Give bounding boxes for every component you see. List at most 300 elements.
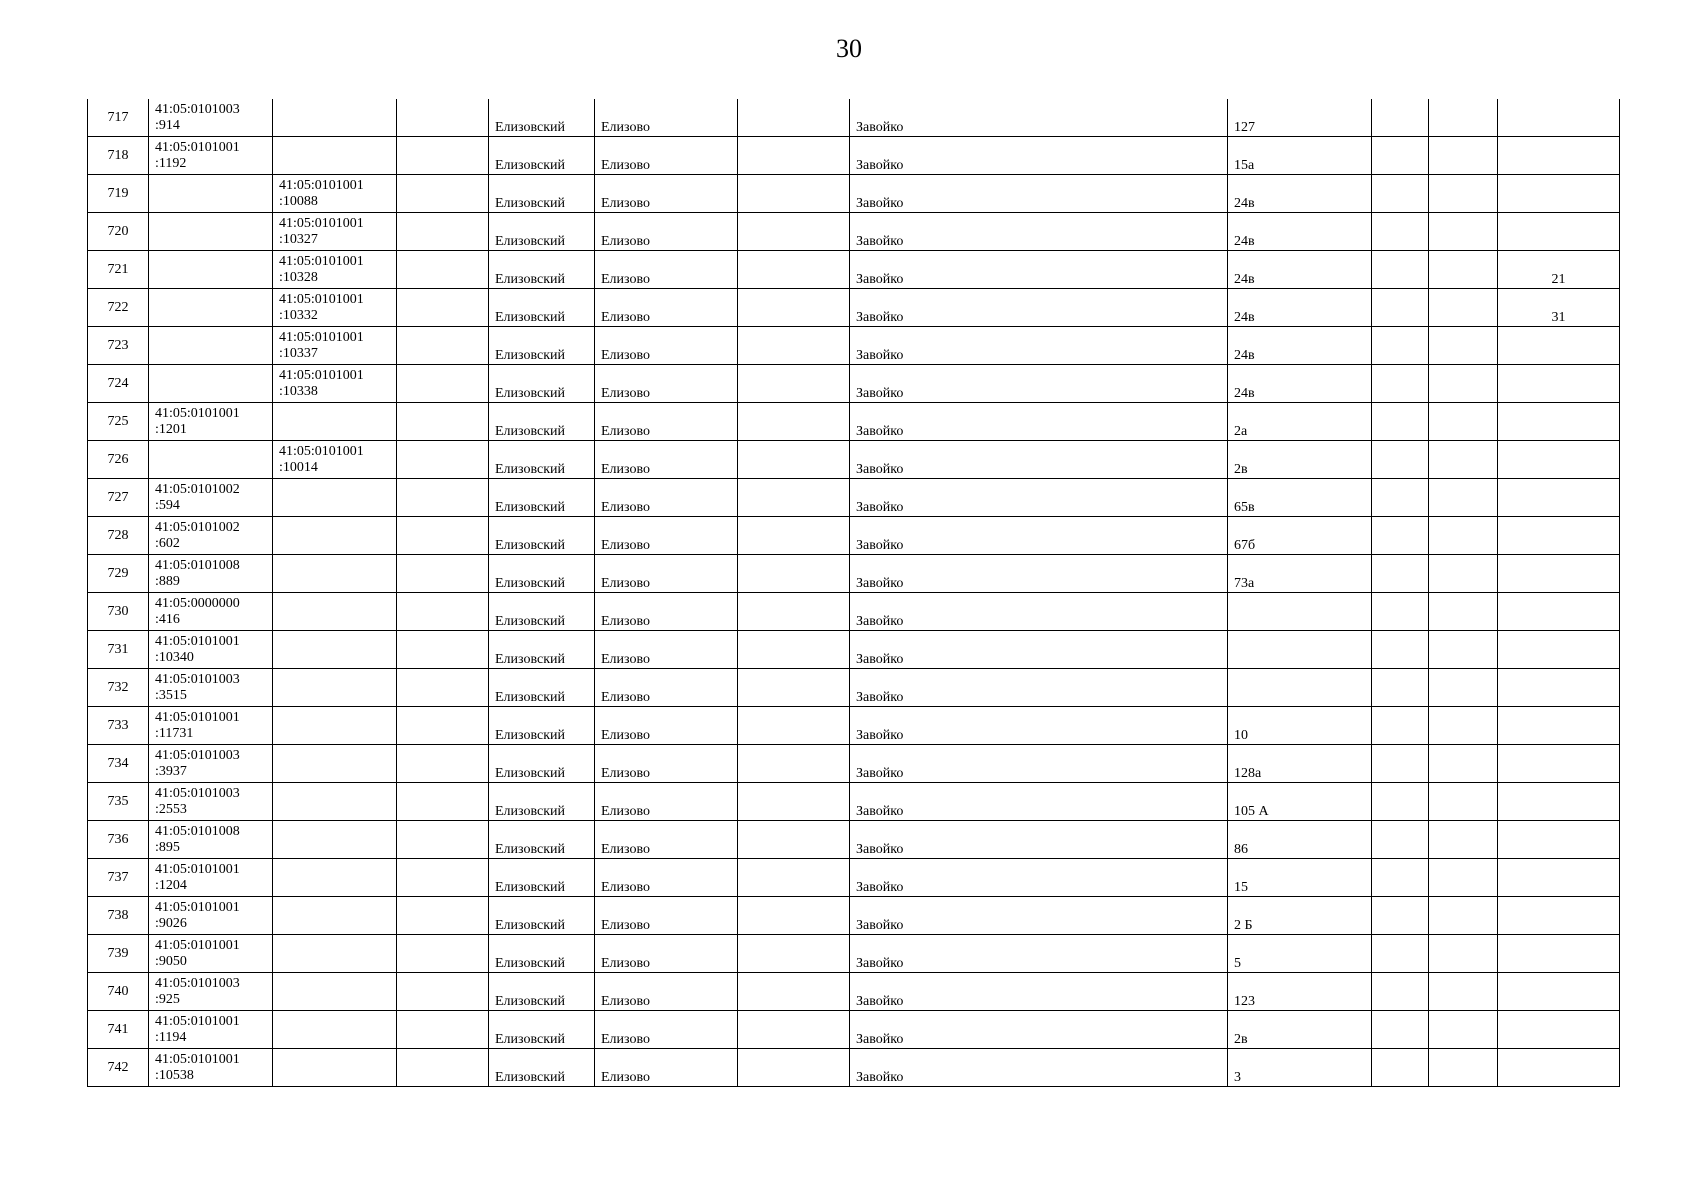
district-cell: Елизовский [489,213,595,251]
city-cell: Елизово [595,1049,738,1087]
house-cell: 3 [1228,1049,1372,1087]
empty-cell [1372,707,1429,745]
cadastral-number-building [273,707,397,745]
cadastral-part: :1194 [155,1029,187,1045]
empty-cell [1372,517,1429,555]
district-cell: Елизовский [489,859,595,897]
empty-cell [397,745,489,783]
street-cell: Завойко [850,707,1228,745]
district-cell: Елизовский [489,1011,595,1049]
city-cell: Елизово [595,669,738,707]
cadastral-number-land [149,441,273,479]
empty-cell [397,897,489,935]
cadastral-part: :3515 [155,687,187,703]
row-number: 738 [88,897,149,935]
city-cell: Елизово [595,631,738,669]
cadastral-part: :914 [155,117,180,133]
cadastral-number-building [273,821,397,859]
apartment-cell [1498,479,1620,517]
cadastral-number-building [273,1049,397,1087]
empty-cell [1429,213,1498,251]
row-number: 730 [88,593,149,631]
empty-cell [1372,213,1429,251]
row-number: 732 [88,669,149,707]
cadastral-number-land [149,517,273,555]
house-cell: 2а [1228,403,1372,441]
city-cell: Елизово [595,517,738,555]
street-cell: Завойко [850,517,1228,555]
street-cell: Завойко [850,137,1228,175]
city-cell: Елизово [595,745,738,783]
street-cell: Завойко [850,251,1228,289]
street-cell: Завойко [850,213,1228,251]
empty-cell [738,99,850,137]
empty-cell [397,251,489,289]
district-cell: Елизовский [489,821,595,859]
cadastral-number-land [149,935,273,973]
cadastral-number-building [273,175,397,213]
empty-cell [397,137,489,175]
empty-cell [738,935,850,973]
street-cell: Завойко [850,1011,1228,1049]
empty-cell [397,99,489,137]
city-cell: Елизово [595,99,738,137]
street-cell: Завойко [850,555,1228,593]
apartment-cell [1498,99,1620,137]
cadastral-number-land [149,973,273,1011]
apartment-cell [1498,897,1620,935]
empty-cell [397,441,489,479]
cadastral-part: 41:05:0101002 [155,481,240,497]
city-cell: Елизово [595,707,738,745]
row-number: 725 [88,403,149,441]
cadastral-number-land [149,1049,273,1087]
cadastral-part: 41:05:0101001 [155,861,240,877]
cadastral-number-land [149,289,273,327]
empty-cell [397,821,489,859]
row-number: 736 [88,821,149,859]
street-cell: Завойко [850,441,1228,479]
city-cell: Елизово [595,593,738,631]
empty-cell [738,403,850,441]
house-cell: 5 [1228,935,1372,973]
cadastral-number-land [149,707,273,745]
apartment-cell [1498,175,1620,213]
empty-cell [1429,327,1498,365]
street-cell: Завойко [850,327,1228,365]
empty-cell [1429,897,1498,935]
house-cell: 24в [1228,289,1372,327]
cadastral-number-building [273,99,397,137]
empty-cell [397,403,489,441]
empty-cell [1372,251,1429,289]
empty-cell [1372,137,1429,175]
empty-cell [1372,783,1429,821]
empty-cell [1429,441,1498,479]
apartment-cell [1498,707,1620,745]
cadastral-number-building [273,289,397,327]
cadastral-part: 41:05:0101001 [155,139,240,155]
table-row [88,593,1620,631]
cadastral-number-land [149,479,273,517]
empty-cell [738,783,850,821]
empty-cell [1372,973,1429,1011]
district-cell: Елизовский [489,935,595,973]
cadastral-number-building [273,973,397,1011]
district-cell: Елизовский [489,707,595,745]
district-cell: Елизовский [489,1049,595,1087]
apartment-cell [1498,631,1620,669]
cadastral-number-land [149,175,273,213]
cadastral-number-land [149,137,273,175]
apartment-cell [1498,783,1620,821]
street-cell: Завойко [850,175,1228,213]
empty-cell [397,707,489,745]
cadastral-number-building [273,1011,397,1049]
cadastral-part: 41:05:0101003 [155,671,240,687]
cadastral-part: :602 [155,535,180,551]
empty-cell [738,517,850,555]
cadastral-number-building [273,403,397,441]
cadastral-part: :895 [155,839,180,855]
table-row [88,669,1620,707]
empty-cell [1429,593,1498,631]
empty-cell [1429,783,1498,821]
cadastral-number-building [273,555,397,593]
table-row [88,555,1620,593]
apartment-cell [1498,441,1620,479]
table-body [88,99,1620,1087]
empty-cell [1372,935,1429,973]
empty-cell [1372,403,1429,441]
cadastral-number-building [273,897,397,935]
empty-cell [1372,897,1429,935]
street-cell: Завойко [850,593,1228,631]
row-number: 722 [88,289,149,327]
city-cell: Елизово [595,479,738,517]
table-row [88,479,1620,517]
city-cell: Елизово [595,441,738,479]
district-cell: Елизовский [489,251,595,289]
empty-cell [1372,631,1429,669]
cadastral-part: 41:05:0101001 [279,443,364,459]
cadastral-number-land [149,593,273,631]
house-cell: 86 [1228,821,1372,859]
cadastral-part: 41:05:0101001 [155,405,240,421]
empty-cell [397,327,489,365]
street-cell: Завойко [850,289,1228,327]
cadastral-number-building [273,859,397,897]
table-row [88,631,1620,669]
district-cell: Елизовский [489,327,595,365]
empty-cell [738,441,850,479]
row-number: 717 [88,99,149,137]
cadastral-part: :10538 [155,1067,194,1083]
table-row [88,707,1620,745]
city-cell: Елизово [595,251,738,289]
cadastral-number-building [273,783,397,821]
empty-cell [738,213,850,251]
cadastral-number-building [273,365,397,403]
empty-cell [1429,1011,1498,1049]
cadastral-part: :925 [155,991,180,1007]
empty-cell [738,897,850,935]
cadastral-part: :11731 [155,725,194,741]
table-row [88,1011,1620,1049]
empty-cell [397,859,489,897]
house-cell: 73а [1228,555,1372,593]
row-number: 731 [88,631,149,669]
district-cell: Елизовский [489,631,595,669]
house-cell: 2 Б [1228,897,1372,935]
table-row [88,745,1620,783]
cadastral-part: 41:05:0101001 [155,1051,240,1067]
empty-cell [738,137,850,175]
cadastral-part: :9026 [155,915,187,931]
cadastral-part: 41:05:0101001 [155,937,240,953]
cadastral-part: 41:05:0101001 [155,1013,240,1029]
empty-cell [1429,517,1498,555]
city-cell: Елизово [595,897,738,935]
street-cell: Завойко [850,365,1228,403]
apartment-cell [1498,213,1620,251]
empty-cell [738,1011,850,1049]
cadastral-number-land [149,403,273,441]
empty-cell [738,859,850,897]
cadastral-number-building [273,745,397,783]
cadastral-number-building [273,251,397,289]
empty-cell [1372,327,1429,365]
cadastral-part: :416 [155,611,180,627]
district-cell: Елизовский [489,669,595,707]
street-cell: Завойко [850,99,1228,137]
apartment-cell [1498,745,1620,783]
city-cell: Елизово [595,327,738,365]
city-cell: Елизово [595,365,738,403]
house-cell [1228,669,1372,707]
cadastral-number-land [149,365,273,403]
empty-cell [397,289,489,327]
row-number: 721 [88,251,149,289]
cadastral-part: 41:05:0101001 [279,253,364,269]
house-cell: 24в [1228,365,1372,403]
empty-cell [738,175,850,213]
row-number: 719 [88,175,149,213]
empty-cell [1372,669,1429,707]
empty-cell [738,289,850,327]
house-cell: 2в [1228,1011,1372,1049]
apartment-cell [1498,137,1620,175]
table-row [88,175,1620,213]
empty-cell [1429,859,1498,897]
table-row [88,441,1620,479]
empty-cell [1429,555,1498,593]
cadastral-part: :10337 [279,345,318,361]
house-cell: 24в [1228,251,1372,289]
district-cell: Елизовский [489,403,595,441]
cadastral-part: 41:05:0101008 [155,557,240,573]
house-cell: 15а [1228,137,1372,175]
house-cell [1228,631,1372,669]
empty-cell [1372,479,1429,517]
city-cell: Елизово [595,821,738,859]
cadastral-part: 41:05:0101001 [155,899,240,915]
house-cell: 128а [1228,745,1372,783]
empty-cell [738,593,850,631]
empty-cell [1429,707,1498,745]
district-cell: Елизовский [489,137,595,175]
cadastral-part: :2553 [155,801,187,817]
table-row [88,137,1620,175]
row-number: 741 [88,1011,149,1049]
apartment-cell [1498,1049,1620,1087]
cadastral-part: :10332 [279,307,318,323]
address-registry-table [87,99,1620,1087]
district-cell: Елизовский [489,441,595,479]
table-row [88,783,1620,821]
empty-cell [738,631,850,669]
table-row [88,821,1620,859]
row-number: 723 [88,327,149,365]
street-cell: Завойко [850,745,1228,783]
empty-cell [1429,669,1498,707]
apartment-cell [1498,1011,1620,1049]
cadastral-number-land [149,745,273,783]
empty-cell [397,479,489,517]
cadastral-part: :10338 [279,383,318,399]
apartment-cell [1498,821,1620,859]
cadastral-number-land [149,859,273,897]
cadastral-number-land [149,213,273,251]
cadastral-part: :10014 [279,459,318,475]
city-cell: Елизово [595,783,738,821]
cadastral-number-building [273,327,397,365]
empty-cell [1372,593,1429,631]
row-number: 718 [88,137,149,175]
table-row [88,403,1620,441]
row-number: 727 [88,479,149,517]
city-cell: Елизово [595,175,738,213]
district-cell: Елизовский [489,365,595,403]
row-number: 729 [88,555,149,593]
empty-cell [1372,99,1429,137]
cadastral-part: 41:05:0101003 [155,785,240,801]
cadastral-part: :1201 [155,421,187,437]
empty-cell [1429,745,1498,783]
table-row [88,365,1620,403]
street-cell: Завойко [850,859,1228,897]
cadastral-part: 41:05:0101002 [155,519,240,535]
cadastral-part: :10340 [155,649,194,665]
empty-cell [1429,935,1498,973]
cadastral-number-building [273,517,397,555]
house-cell [1228,593,1372,631]
street-cell: Завойко [850,669,1228,707]
city-cell: Елизово [595,289,738,327]
empty-cell [397,1011,489,1049]
empty-cell [738,365,850,403]
cadastral-part: 41:05:0101001 [155,709,240,725]
empty-cell [1372,175,1429,213]
house-cell: 67б [1228,517,1372,555]
district-cell: Елизовский [489,289,595,327]
apartment-cell: 21 [1498,251,1620,289]
cadastral-number-land [149,99,273,137]
row-number: 735 [88,783,149,821]
row-number: 726 [88,441,149,479]
apartment-cell [1498,669,1620,707]
house-cell: 24в [1228,327,1372,365]
cadastral-number-building [273,669,397,707]
apartment-cell [1498,517,1620,555]
street-cell: Завойко [850,897,1228,935]
city-cell: Елизово [595,403,738,441]
cadastral-part: :3937 [155,763,187,779]
cadastral-part: 41:05:0101003 [155,101,240,117]
empty-cell [1429,251,1498,289]
city-cell: Елизово [595,137,738,175]
cadastral-part: :594 [155,497,180,513]
cadastral-part: 41:05:0101001 [279,177,364,193]
apartment-cell [1498,859,1620,897]
empty-cell [397,517,489,555]
empty-cell [1429,365,1498,403]
street-cell: Завойко [850,783,1228,821]
cadastral-part: 41:05:0101003 [155,747,240,763]
city-cell: Елизово [595,213,738,251]
empty-cell [1429,1049,1498,1087]
empty-cell [1429,403,1498,441]
empty-cell [738,251,850,289]
table-row [88,517,1620,555]
empty-cell [1372,859,1429,897]
empty-cell [738,479,850,517]
house-cell: 24в [1228,175,1372,213]
cadastral-part: 41:05:0000000 [155,595,240,611]
empty-cell [738,555,850,593]
city-cell: Елизово [595,935,738,973]
cadastral-number-land [149,669,273,707]
row-number: 740 [88,973,149,1011]
empty-cell [397,365,489,403]
cadastral-part: :889 [155,573,180,589]
empty-cell [397,783,489,821]
empty-cell [738,669,850,707]
district-cell: Елизовский [489,745,595,783]
district-cell: Елизовский [489,973,595,1011]
apartment-cell [1498,593,1620,631]
cadastral-part: 41:05:0101001 [279,329,364,345]
empty-cell [1372,441,1429,479]
apartment-cell [1498,935,1620,973]
cadastral-part: :10088 [279,193,318,209]
cadastral-number-building [273,137,397,175]
empty-cell [1372,821,1429,859]
street-cell: Завойко [850,821,1228,859]
empty-cell [1372,1049,1429,1087]
cadastral-part: :1204 [155,877,187,893]
row-number: 724 [88,365,149,403]
empty-cell [397,669,489,707]
street-cell: Завойко [850,479,1228,517]
cadastral-part: 41:05:0101001 [279,215,364,231]
table-row [88,251,1620,289]
cadastral-part: :10328 [279,269,318,285]
cadastral-number-land [149,821,273,859]
row-number: 737 [88,859,149,897]
cadastral-number-land [149,897,273,935]
district-cell: Елизовский [489,783,595,821]
